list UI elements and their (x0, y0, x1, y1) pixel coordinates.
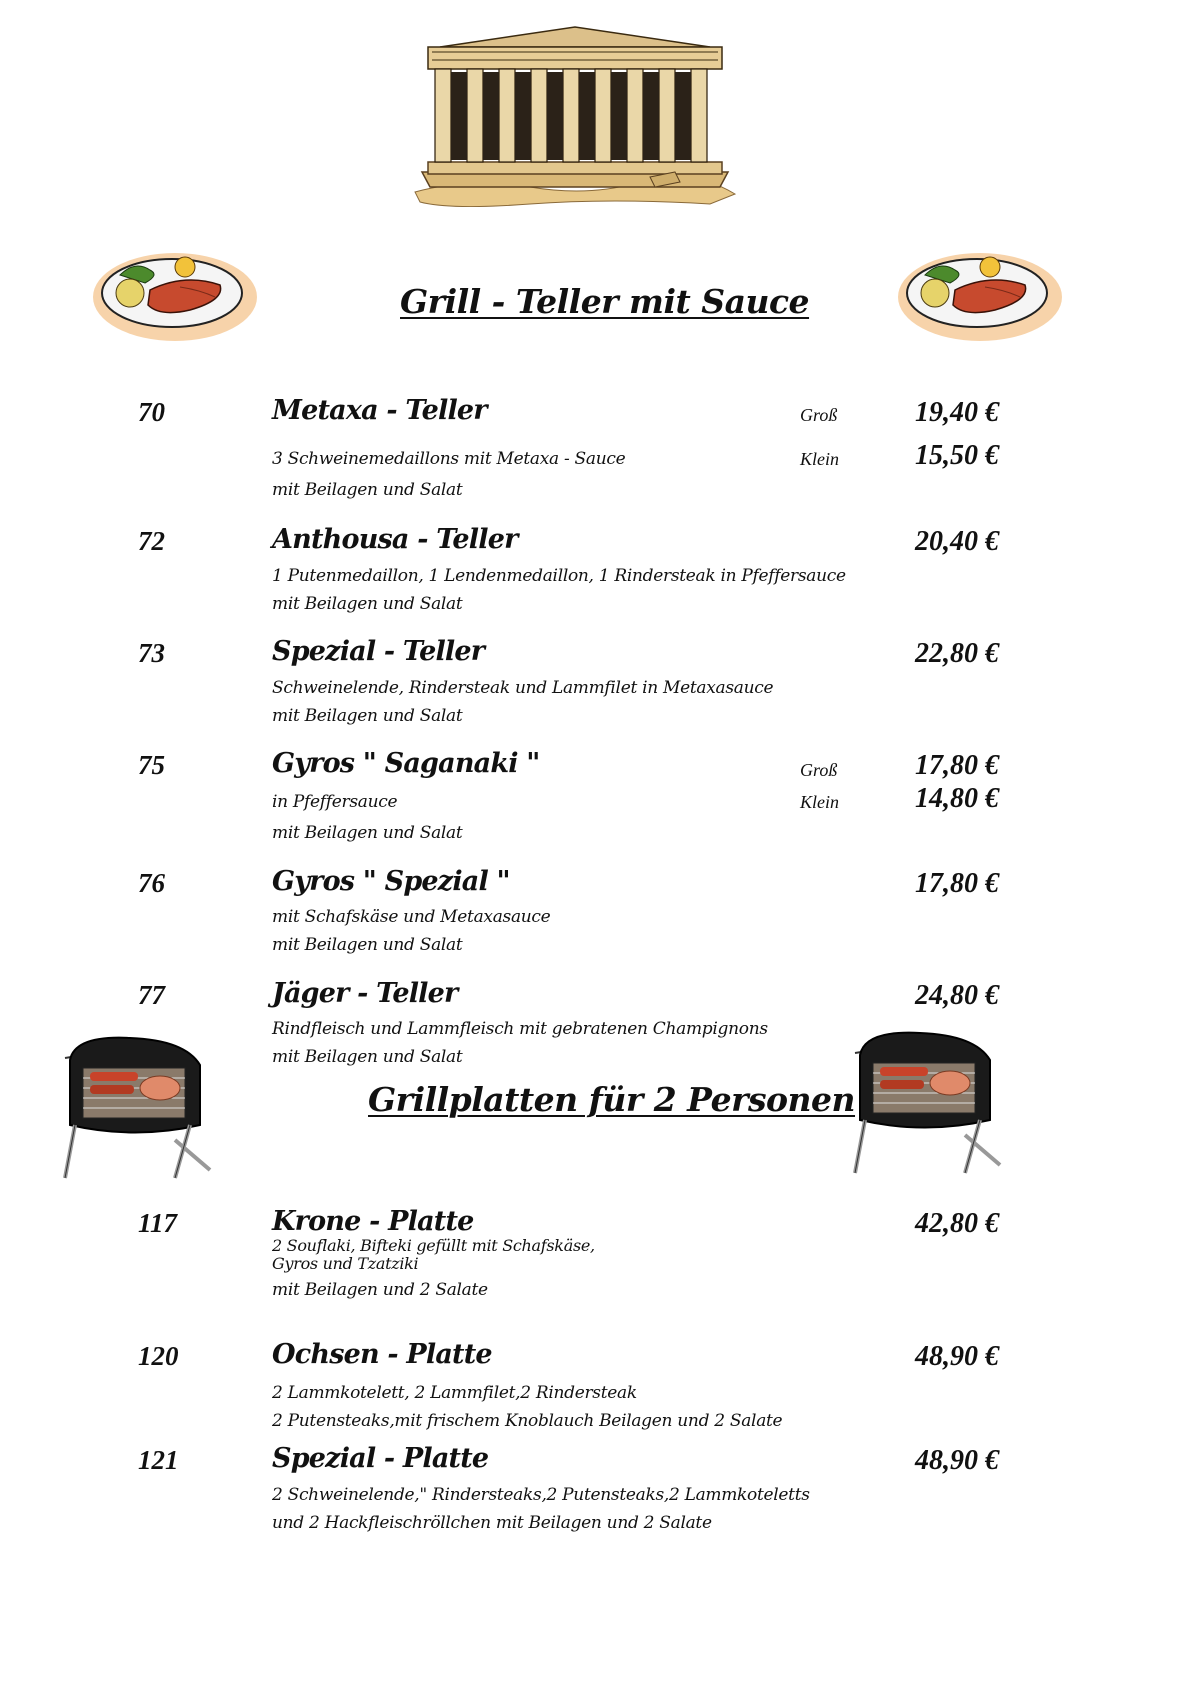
size-label: Groß (800, 405, 838, 425)
item-number: 121 (138, 1445, 179, 1475)
item-description: in Pfeffersauce (272, 792, 398, 812)
plate-illustration-right (895, 245, 1070, 355)
item-description: 2 Schweinelende," Rindersteaks,2 Putensteaks,2 Lammkoteletts (272, 1485, 810, 1505)
item-number: 70 (138, 397, 165, 427)
item-price: 17,80 € (915, 750, 999, 781)
item-description: und 2 Hackfleischröllchen mit Beilagen und 2 Salate (272, 1513, 712, 1533)
item-name: Gyros " Saganaki " (272, 748, 540, 779)
item-name: Spezial - Platte (272, 1443, 489, 1474)
item-name: Krone - Platte (272, 1206, 474, 1237)
item-number: 73 (138, 638, 165, 668)
item-name: Metaxa - Teller (272, 395, 487, 426)
item-description: 3 Schweinemedaillons mit Metaxa - Sauce (272, 449, 626, 469)
item-description: mit Beilagen und 2 Salate (272, 1280, 488, 1300)
size-label: Klein (800, 792, 839, 812)
item-price: 48,90 € (915, 1445, 999, 1476)
item-description: mit Beilagen und Salat (272, 480, 463, 500)
item-description: 1 Putenmedaillon, 1 Lendenmedaillon, 1 Rindersteak in Pfeffersauce (272, 566, 846, 586)
item-number: 77 (138, 980, 165, 1010)
item-name: Gyros " Spezial " (272, 866, 510, 897)
grill-illustration-right (845, 1025, 1005, 1175)
item-description: Schweinelende, Rindersteak und Lammfilet in Metaxasauce (272, 678, 774, 698)
item-description: 2 Souflaki, Bifteki gefüllt mit Schafskäse, (272, 1236, 595, 1255)
size-label: Groß (800, 760, 838, 780)
item-price: 14,80 € (915, 783, 999, 814)
item-price: 22,80 € (915, 638, 999, 669)
item-description: 2 Putensteaks,mit frischem Knoblauch Beilagen und 2 Salate (272, 1411, 783, 1431)
item-name: Jäger - Teller (272, 978, 458, 1009)
item-price: 19,40 € (915, 397, 999, 428)
item-name: Spezial - Teller (272, 636, 485, 667)
item-description: Gyros und Tzatziki (272, 1254, 419, 1273)
item-number: 72 (138, 526, 165, 556)
item-description: mit Beilagen und Salat (272, 935, 463, 955)
item-name: Anthousa - Teller (272, 524, 518, 555)
item-number: 117 (138, 1208, 178, 1238)
item-description: mit Schafskäse und Metaxasauce (272, 907, 551, 927)
plate-illustration-left (90, 245, 265, 355)
section-title-grillplatten: Grillplatten für 2 Personen (368, 1080, 856, 1119)
item-price: 24,80 € (915, 980, 999, 1011)
item-number: 75 (138, 750, 165, 780)
item-description: mit Beilagen und Salat (272, 594, 463, 614)
size-label: Klein (800, 449, 839, 469)
item-price: 48,90 € (915, 1341, 999, 1372)
grill-illustration-left (55, 1030, 215, 1180)
item-price: 20,40 € (915, 526, 999, 557)
item-price: 17,80 € (915, 868, 999, 899)
item-description: mit Beilagen und Salat (272, 1047, 463, 1067)
parthenon-illustration (410, 22, 740, 207)
item-price: 42,80 € (915, 1208, 999, 1239)
item-description: 2 Lammkotelett, 2 Lammfilet,2 Rindersteak (272, 1383, 637, 1403)
item-number: 76 (138, 868, 165, 898)
item-price: 15,50 € (915, 440, 999, 471)
item-description: mit Beilagen und Salat (272, 823, 463, 843)
item-description: Rindfleisch und Lammfleisch mit gebratenen Champignons (272, 1019, 768, 1039)
item-number: 120 (138, 1341, 179, 1371)
section-title-grill-teller: Grill - Teller mit Sauce (400, 282, 810, 321)
item-description: mit Beilagen und Salat (272, 706, 463, 726)
item-name: Ochsen - Platte (272, 1339, 492, 1370)
